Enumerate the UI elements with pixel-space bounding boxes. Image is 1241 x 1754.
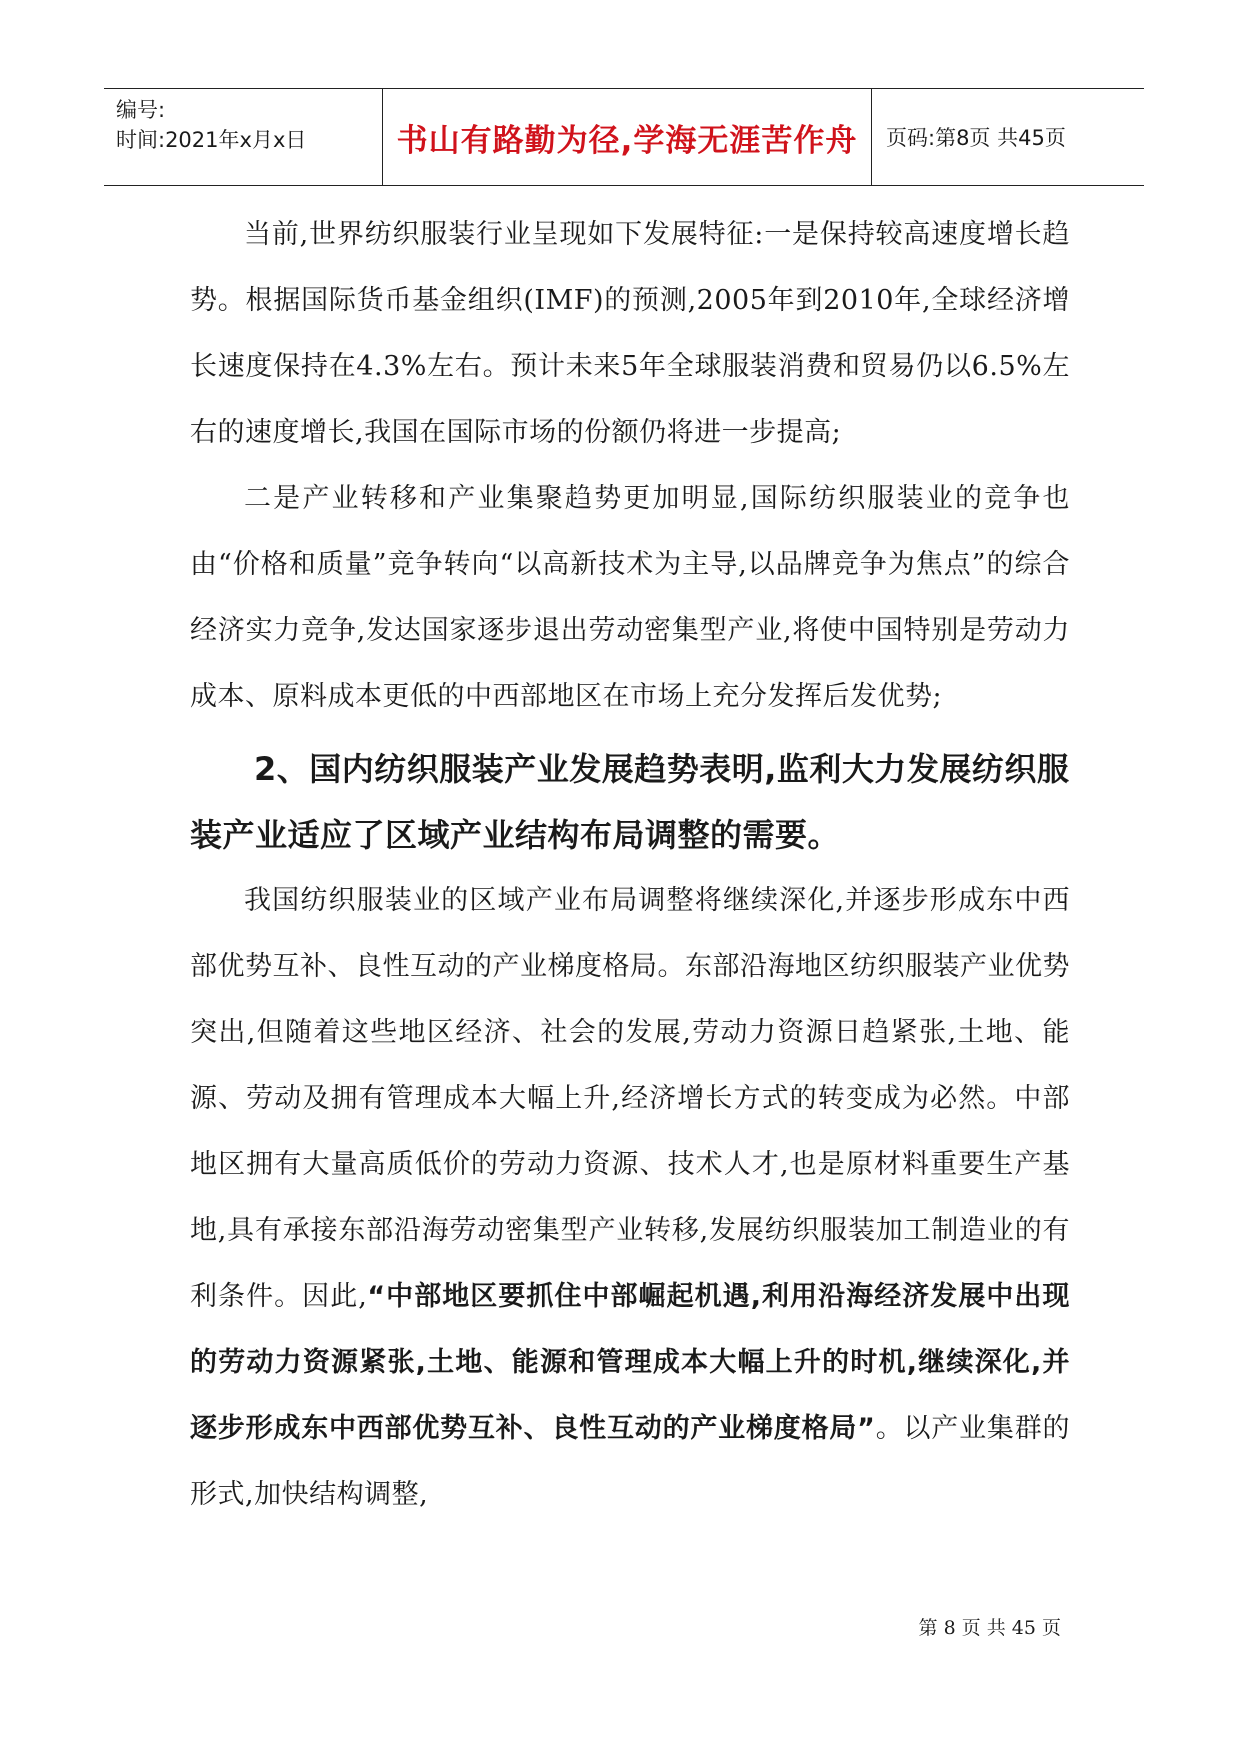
section-heading: 2、国内纺织服装产业发展趋势表明,监利大力发展纺织服装产业适应了区域产业结构布局调整的需要。 (190, 750, 1070, 854)
paragraph-3-tail: 。以产业集群的形式,加快结构调整, (190, 1413, 1070, 1510)
page-footer: 第 8 页 共 45 页 (918, 1617, 1061, 1639)
paragraph-2: 二是产业转移和产业集聚趋势更加明显,国际纺织服装业的竞争也由“价格和质量”竞争转向“以高新技术为主导,以品牌竞争为焦点”的综合经济实力竞争,发达国家逐步退出劳动密集型产业,将使中国特别是劳动力成本、原料成本更低的中西部地区在市场上充分发挥后发优势; (190, 483, 1070, 712)
paragraph-1: 当前,世界纺织服装行业呈现如下发展特征:一是保持较高速度增长趋势。根据国际货币基金组织(IMF)的预测,2005年到2010年,全球经济增长速度保持在4.3%左右。预计未来5年全球服装消费和贸易仍以6.5%左右的速度增长,我国在国际市场的份额仍将进一步提高; (190, 219, 1070, 448)
page-number-label: 页码:第8页 共45页 (886, 126, 1066, 150)
header-motto: 书山有路勤为径,学海无涯苦作舟 (396, 122, 858, 159)
paragraph-3 (190, 868, 1070, 1528)
page-header (104, 88, 1144, 186)
header-motto-cell (382, 89, 872, 185)
header-left (104, 89, 382, 185)
document-body (190, 202, 1070, 1528)
document-number-label: 编号: (116, 98, 166, 122)
paragraph-3-bold-quote: “中部地区要抓住中部崛起机遇,利用沿海经济发展中出现的劳动力资源紧张,土地、能源和管理成本大幅上升的时机,继续深化,并逐步形成东中西部优势互补、良性互动的产业梯度格局” (190, 1281, 1070, 1444)
document-time-label: 时间:2021年x月x日 (116, 128, 307, 152)
paragraph-3-text: 我国纺织服装业的区域产业布局调整将继续深化,并逐步形成东中西部优势互补、良性互动的产业梯度格局。东部沿海地区纺织服装产业优势突出,但随着这些地区经济、社会的发展,劳动力资源日趋紧张,土地、能源、劳动及拥有管理成本大幅上升,经济增长方式的转变成为必然。中部地区拥有大量高质低价的劳动力资源、技术人才,也是原材料重要生产基地,具有承接东部沿海劳动密集型产业转移,发展纺织服装加工制造业的有利条件。因此, (190, 885, 1070, 1312)
header-right (872, 89, 1144, 185)
